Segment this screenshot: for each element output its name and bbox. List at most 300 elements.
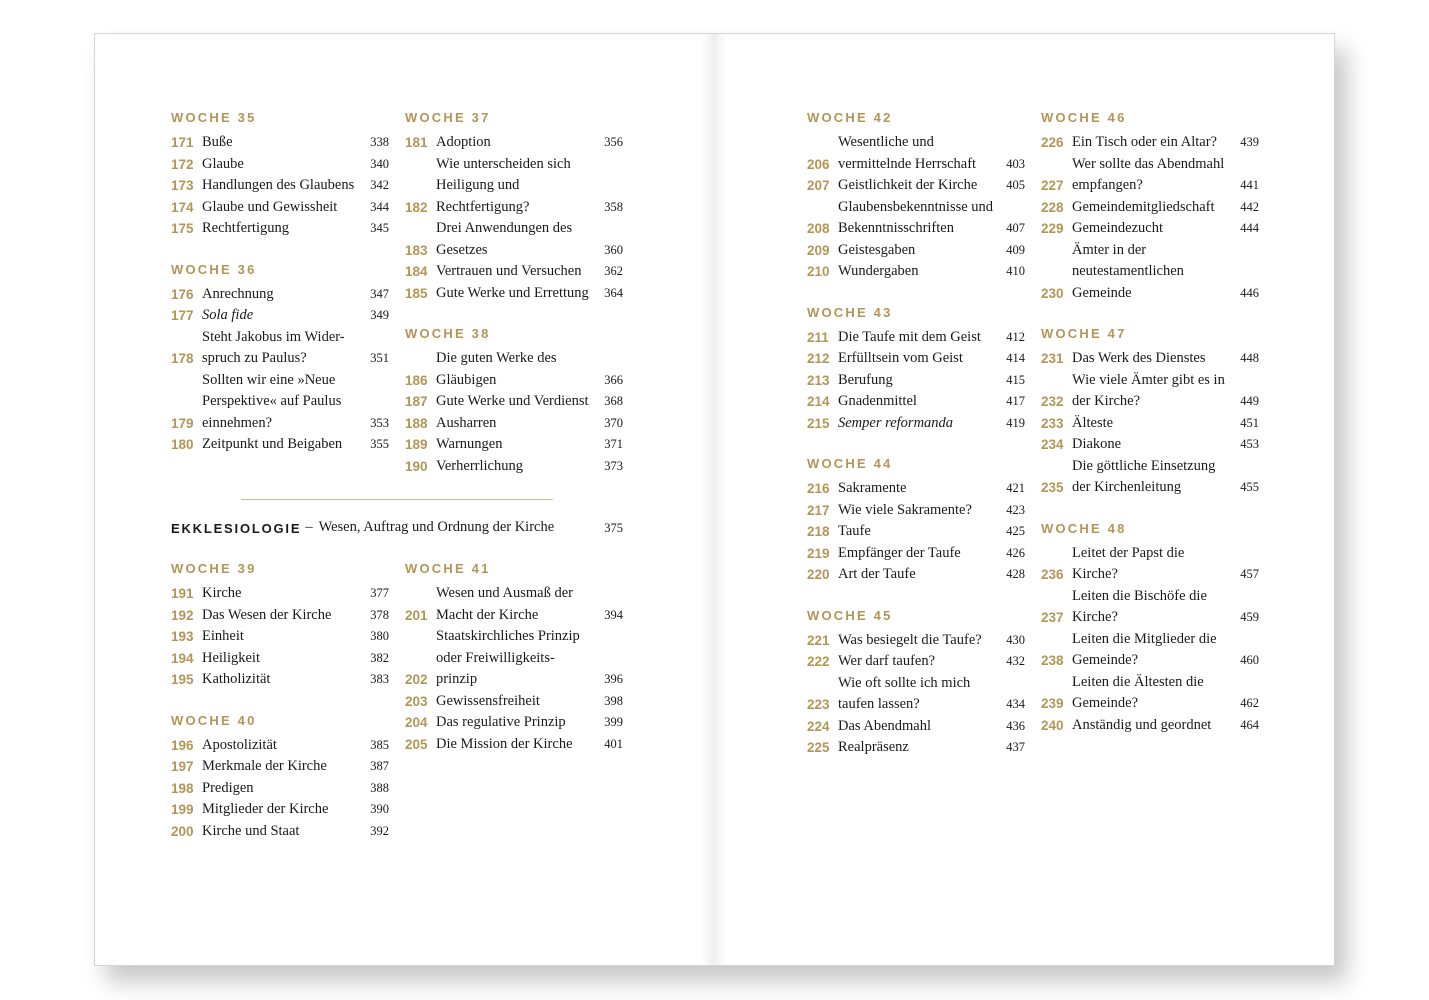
entry-page-number: 353 xyxy=(370,415,389,430)
entry-number: 205 xyxy=(405,736,428,752)
entry-page-number: 349 xyxy=(370,308,389,322)
entry-title: Staatskirchliches Prinzip oder Freiwilligkeits- prinzip xyxy=(436,628,580,687)
entry-page-number: 432 xyxy=(1006,654,1025,668)
entry-number: 200 xyxy=(171,823,194,839)
entry-title: Das Wesen der Kirche xyxy=(202,606,332,623)
toc-entry xyxy=(807,261,1025,283)
toc-entry xyxy=(405,734,623,756)
entry-title: Leiten die Bischöfe die Kirche? xyxy=(1072,587,1207,625)
entry-title: Wesentliche und vermittelnde Herrschaft xyxy=(838,134,977,172)
entry-page-number: 387 xyxy=(370,759,389,773)
entry-number: 213 xyxy=(807,372,830,388)
entry-number: 220 xyxy=(807,567,830,582)
entry-page-number: 399 xyxy=(604,715,623,729)
toc-entry xyxy=(405,583,623,626)
entry-page-number: 455 xyxy=(1240,480,1259,494)
entry-page-number: 451 xyxy=(1240,415,1259,430)
entry-title: Katholizität xyxy=(202,671,271,687)
entry-title: Gute Werke und Verdienst xyxy=(436,393,589,409)
toc-entry xyxy=(807,132,1025,175)
entry-page-number: 444 xyxy=(1240,221,1259,235)
toc-entry xyxy=(807,716,1025,738)
entry-title: Anrechnung xyxy=(202,285,274,302)
entry-number: 219 xyxy=(807,545,830,561)
toc-entry xyxy=(807,413,1025,435)
entry-title: Vertrauen und Versuchen xyxy=(436,263,582,279)
toc-entry xyxy=(807,737,1025,759)
toc-entry xyxy=(1041,197,1259,219)
left-top-column-1 xyxy=(171,108,389,456)
entry-title: Ein Tisch oder ein Altar? xyxy=(1072,134,1217,150)
entry-title: Heiligkeit xyxy=(202,649,260,666)
toc-entry xyxy=(807,240,1025,262)
entry-page-number: 396 xyxy=(604,672,623,686)
entry-page-number: 437 xyxy=(1006,740,1025,754)
entry-page-number: 370 xyxy=(604,415,623,430)
week-header: WOCHE 42 xyxy=(807,110,893,125)
week-spacer xyxy=(1041,304,1259,324)
entry-title: Warnungen xyxy=(436,436,503,452)
entry-page-number: 398 xyxy=(604,693,623,708)
entry-title: Adoption xyxy=(436,134,491,150)
entry-page-number: 448 xyxy=(1240,351,1259,365)
entry-page-number: 377 xyxy=(370,586,389,600)
toc-entry xyxy=(807,630,1025,652)
section-heading xyxy=(171,519,623,536)
toc-entry xyxy=(1041,543,1259,586)
entry-page-number: 344 xyxy=(370,199,389,214)
toc-entry xyxy=(171,284,389,306)
entry-page-number: 409 xyxy=(1006,242,1025,257)
entry-page-number: 436 xyxy=(1006,718,1025,733)
toc-entry xyxy=(171,175,389,197)
entry-title: Wie viele Sakramente? xyxy=(838,501,972,518)
entry-number: 186 xyxy=(405,372,428,388)
week-header: WOCHE 36 xyxy=(171,261,257,277)
entry-number: 225 xyxy=(807,740,830,755)
entry-number: 174 xyxy=(171,199,194,215)
entry-title: Das Abendmahl xyxy=(838,717,932,734)
toc-entry xyxy=(405,712,623,734)
entry-page-number: 423 xyxy=(1006,502,1025,517)
toc-entry xyxy=(1041,715,1259,737)
week-header: WOCHE 43 xyxy=(807,304,893,320)
toc-entry xyxy=(807,500,1025,522)
entry-page-number: 366 xyxy=(604,372,623,387)
entry-number: 189 xyxy=(405,437,428,452)
entry-number: 208 xyxy=(807,221,830,236)
entry-title: Realpräsenz xyxy=(838,739,909,755)
entry-number: 183 xyxy=(405,242,428,258)
toc-entry xyxy=(1041,456,1259,499)
entry-number: 196 xyxy=(171,737,194,753)
entry-number: 180 xyxy=(171,437,194,452)
entry-title: Gemeindemitgliedschaft xyxy=(1072,198,1215,215)
entry-number: 191 xyxy=(171,586,194,601)
entry-title: Art der Taufe xyxy=(838,566,916,582)
week-spacer xyxy=(807,283,1025,303)
entry-title: Wesen und Ausmaß der Macht der Kirche xyxy=(436,585,573,623)
entry-number: 228 xyxy=(1041,199,1064,215)
entry-page-number: 442 xyxy=(1240,199,1259,214)
entry-number: 195 xyxy=(171,672,194,687)
toc-entry xyxy=(405,626,623,691)
toc-entry xyxy=(405,218,623,261)
entry-title: Leitet der Papst die Kirche? xyxy=(1072,544,1185,582)
week-header: WOCHE 38 xyxy=(405,326,491,341)
entry-number: 238 xyxy=(1041,653,1064,668)
entry-page-number: 340 xyxy=(370,156,389,171)
right-page xyxy=(715,33,1335,966)
week-header: WOCHE 35 xyxy=(171,110,257,125)
entry-title: Geistesgaben xyxy=(838,241,916,258)
entry-page-number: 380 xyxy=(370,629,389,643)
entry-page-number: 457 xyxy=(1240,567,1259,581)
toc-entry xyxy=(171,605,389,627)
entry-number: 193 xyxy=(171,629,194,644)
entry-page-number: 446 xyxy=(1240,285,1259,300)
toc-entry xyxy=(405,283,623,305)
entry-page-number: 382 xyxy=(370,650,389,665)
entry-page-number: 453 xyxy=(1240,437,1259,451)
entry-title: Sola fide xyxy=(202,307,254,323)
toc-entry xyxy=(171,799,389,821)
entry-title: Wie viele Ämter gibt es in der Kirche? xyxy=(1072,371,1225,409)
entry-title: Taufe xyxy=(838,523,871,539)
entry-page-number: 441 xyxy=(1240,178,1259,192)
entry-page-number: 414 xyxy=(1006,351,1025,365)
entry-page-number: 364 xyxy=(604,285,623,300)
entry-title: Steht Jakobus im Wider- spruch zu Paulus? xyxy=(202,328,345,366)
entry-page-number: 392 xyxy=(370,823,389,838)
toc-entry xyxy=(171,821,389,843)
entry-title: Buße xyxy=(202,134,233,150)
entry-page-number: 462 xyxy=(1240,696,1259,710)
week-header: WOCHE 46 xyxy=(1041,110,1127,125)
toc-entry xyxy=(171,305,389,327)
entry-title: Geistlichkeit der Kirche xyxy=(838,177,978,193)
entry-number: 229 xyxy=(1041,221,1064,236)
toc-entry xyxy=(405,691,623,713)
entry-title: Wie unterscheiden sich Heiligung und Rechtfertigung? xyxy=(436,155,571,215)
toc-entry xyxy=(171,648,389,670)
entry-number: 178 xyxy=(171,351,194,366)
section-label: EKKLESIOLOGIE xyxy=(171,521,302,536)
entry-page-number: 434 xyxy=(1006,697,1025,711)
entry-number: 210 xyxy=(807,264,830,279)
entry-number: 231 xyxy=(1041,351,1064,366)
entry-number: 217 xyxy=(807,502,830,518)
entry-page-number: 373 xyxy=(604,458,623,473)
entry-number: 218 xyxy=(807,524,830,539)
week-spacer xyxy=(1041,499,1259,519)
entry-title: Einheit xyxy=(202,628,244,644)
entry-number: 179 xyxy=(171,415,194,431)
entry-title: Glaube xyxy=(202,155,244,172)
entry-page-number: 421 xyxy=(1006,481,1025,495)
toc-entry xyxy=(807,543,1025,565)
entry-number: 190 xyxy=(405,458,428,474)
toc-entry xyxy=(405,132,623,154)
entry-title: Wer sollte das Abendmahl empfangen? xyxy=(1072,155,1225,193)
toc-entry xyxy=(405,261,623,283)
entry-page-number: 403 xyxy=(1006,156,1025,171)
toc-entry xyxy=(171,669,389,691)
entry-title: Semper reformanda xyxy=(838,414,954,431)
toc-entry xyxy=(1041,586,1259,629)
toc-entry xyxy=(1041,132,1259,154)
toc-entry xyxy=(1041,218,1259,240)
entry-number: 171 xyxy=(171,135,194,150)
section-subtitle: Wesen, Auftrag und Ordnung der Kirche xyxy=(318,519,555,535)
entry-title: Gnadenmittel xyxy=(838,393,917,409)
toc-entry xyxy=(171,370,389,435)
entry-title: Kirche xyxy=(202,585,242,601)
entry-title: Die guten Werke des Gläubigen xyxy=(436,350,557,388)
entry-number: 221 xyxy=(807,632,830,648)
toc-entry xyxy=(405,413,623,435)
entry-page-number: 425 xyxy=(1006,524,1025,538)
entry-title: Mitglieder der Kirche xyxy=(202,801,329,817)
toc-entry xyxy=(405,391,623,413)
entry-page-number: 401 xyxy=(604,736,623,751)
entry-page-number: 356 xyxy=(604,135,623,149)
toc-entry xyxy=(807,327,1025,349)
entry-number: 232 xyxy=(1041,394,1064,409)
entry-page-number: 368 xyxy=(604,394,623,408)
entry-title: Drei Anwendungen des Gesetzes xyxy=(436,220,573,258)
entry-number: 226 xyxy=(1041,135,1064,150)
toc-entry xyxy=(1041,240,1259,305)
entry-title: Das Werk des Dienstes xyxy=(1072,350,1206,366)
entry-page-number: 338 xyxy=(370,135,389,149)
toc-entry xyxy=(171,583,389,605)
toc-entry xyxy=(807,175,1025,197)
right-column-2 xyxy=(1041,108,1259,736)
week-header: WOCHE 45 xyxy=(807,607,893,623)
entry-number: 234 xyxy=(1041,437,1064,452)
entry-title: Sakramente xyxy=(838,480,907,496)
entry-number: 212 xyxy=(807,351,830,366)
entry-number: 192 xyxy=(171,607,194,623)
entry-page-number: 449 xyxy=(1240,394,1259,408)
entry-number: 215 xyxy=(807,415,830,431)
entry-number: 204 xyxy=(405,715,428,730)
toc-entry xyxy=(171,778,389,800)
week-spacer xyxy=(405,304,623,324)
section-divider xyxy=(241,499,553,500)
left-page xyxy=(94,33,715,966)
toc-entry xyxy=(405,154,623,219)
entry-number: 230 xyxy=(1041,285,1064,301)
entry-title: Das regulative Prinzip xyxy=(436,714,566,730)
toc-entry xyxy=(1041,370,1259,413)
entry-number: 173 xyxy=(171,178,194,193)
toc-entry xyxy=(807,391,1025,413)
entry-number: 235 xyxy=(1041,480,1064,495)
week-header: WOCHE 48 xyxy=(1041,520,1127,536)
entry-page-number: 459 xyxy=(1240,610,1259,624)
entry-number: 172 xyxy=(171,156,194,172)
entry-page-number: 383 xyxy=(370,672,389,686)
toc-entry xyxy=(171,735,389,757)
toc-entry xyxy=(1041,629,1259,672)
week-header: WOCHE 40 xyxy=(171,712,257,728)
entry-page-number: 345 xyxy=(370,221,389,235)
right-column-1 xyxy=(807,108,1025,759)
entry-number: 239 xyxy=(1041,696,1064,711)
entry-number: 206 xyxy=(807,156,830,172)
entry-title: Anständig und geordnet xyxy=(1072,716,1212,733)
entry-number: 184 xyxy=(405,264,428,279)
entry-page-number: 460 xyxy=(1240,653,1259,667)
entry-title: Rechtfertigung xyxy=(202,220,289,236)
toc-entry xyxy=(807,521,1025,543)
entry-title: Gewissensfreiheit xyxy=(436,692,540,709)
toc-entry xyxy=(1041,154,1259,197)
entry-title: Sollten wir eine »Neue Perspektive« auf Paulus einnehmen? xyxy=(202,371,342,431)
entry-title: Leiten die Mitglieder die Gemeinde? xyxy=(1072,630,1217,668)
entry-page-number: 410 xyxy=(1006,264,1025,278)
entry-number: 216 xyxy=(807,481,830,496)
week-spacer xyxy=(171,691,389,711)
entry-number: 237 xyxy=(1041,610,1064,625)
entry-number: 224 xyxy=(807,718,830,734)
entry-page-number: 417 xyxy=(1006,394,1025,408)
entry-title: Wundergaben xyxy=(838,263,919,279)
entry-number: 198 xyxy=(171,780,194,796)
entry-page-number: 439 xyxy=(1240,135,1259,149)
entry-number: 214 xyxy=(807,394,830,409)
toc-entry xyxy=(171,756,389,778)
entry-page-number: 415 xyxy=(1006,372,1025,387)
entry-title: Empfänger der Taufe xyxy=(838,544,961,561)
toc-entry xyxy=(171,626,389,648)
toc-entry xyxy=(807,348,1025,370)
toc-entry xyxy=(807,673,1025,716)
entry-title: Die göttliche Einsetzung der Kirchenleitung xyxy=(1072,457,1216,495)
entry-page-number: 464 xyxy=(1240,717,1259,732)
entry-number: 227 xyxy=(1041,178,1064,193)
entry-title: Ämter in der neutestamentlichen Gemeinde xyxy=(1072,241,1184,301)
entry-title: Apostolizität xyxy=(202,736,277,753)
entry-title: Leiten die Ältesten die Gemeinde? xyxy=(1072,673,1204,711)
entry-title: Diakone xyxy=(1072,436,1122,452)
section-page-number: 375 xyxy=(604,521,623,535)
entry-title: Kirche und Staat xyxy=(202,822,300,839)
entry-number: 176 xyxy=(171,286,194,302)
entry-page-number: 347 xyxy=(370,286,389,301)
toc-entry xyxy=(807,478,1025,500)
entry-number: 240 xyxy=(1041,717,1064,733)
toc-entry xyxy=(171,132,389,154)
toc-entry xyxy=(171,327,389,370)
toc-entry xyxy=(405,348,623,391)
entry-page-number: 358 xyxy=(604,199,623,214)
toc-entry xyxy=(807,564,1025,586)
entry-page-number: 388 xyxy=(370,780,389,795)
entry-number: 202 xyxy=(405,672,428,687)
toc-entry xyxy=(171,154,389,176)
entry-title: Zeitpunkt und Beigaben xyxy=(202,436,343,452)
toc-entry xyxy=(405,434,623,456)
entry-title: Glaubensbekenntnisse und Bekenntnisschriften xyxy=(838,198,994,236)
entry-number: 197 xyxy=(171,759,194,774)
entry-number: 181 xyxy=(405,135,428,150)
entry-number: 182 xyxy=(405,199,428,215)
entry-page-number: 360 xyxy=(604,242,623,257)
entry-page-number: 394 xyxy=(604,607,623,622)
entry-number: 201 xyxy=(405,607,428,623)
left-bottom-column-1 xyxy=(171,559,389,842)
week-header: WOCHE 39 xyxy=(171,561,257,576)
entry-page-number: 390 xyxy=(370,802,389,816)
entry-title: Gemeindezucht xyxy=(1072,220,1163,236)
week-header: WOCHE 47 xyxy=(1041,326,1127,341)
entry-number: 222 xyxy=(807,654,830,669)
entry-title: Gute Werke und Errettung xyxy=(436,284,589,301)
entry-title: Wer darf taufen? xyxy=(838,653,936,669)
entry-page-number: 385 xyxy=(370,737,389,752)
entry-page-number: 430 xyxy=(1006,632,1025,647)
entry-title: Predigen xyxy=(202,779,254,796)
entry-page-number: 412 xyxy=(1006,329,1025,344)
entry-number: 185 xyxy=(405,285,428,301)
entry-number: 188 xyxy=(405,415,428,431)
entry-page-number: 362 xyxy=(604,264,623,278)
toc-entry xyxy=(171,218,389,240)
left-top-column-2 xyxy=(405,108,623,477)
entry-title: Berufung xyxy=(838,371,893,388)
entry-number: 223 xyxy=(807,697,830,712)
entry-number: 177 xyxy=(171,308,194,323)
entry-number: 236 xyxy=(1041,567,1064,582)
entry-title: Verherrlichung xyxy=(436,457,523,474)
entry-title: Wie oft sollte ich mich taufen lassen? xyxy=(838,674,971,712)
week-header: WOCHE 44 xyxy=(807,456,893,471)
entry-title: Erfülltsein vom Geist xyxy=(838,350,963,366)
toc-entry xyxy=(1041,413,1259,435)
toc-entry xyxy=(1041,434,1259,456)
week-spacer xyxy=(807,586,1025,606)
entry-number: 203 xyxy=(405,693,428,709)
section-dash: – xyxy=(305,519,313,535)
toc-entry xyxy=(807,197,1025,240)
entry-title: Merkmale der Kirche xyxy=(202,758,327,774)
entry-title: Die Taufe mit dem Geist xyxy=(838,328,981,345)
entry-title: Die Mission der Kirche xyxy=(436,735,573,752)
toc-entry xyxy=(1041,348,1259,370)
week-spacer xyxy=(807,434,1025,454)
week-spacer xyxy=(171,240,389,260)
entry-page-number: 351 xyxy=(370,351,389,365)
week-header: WOCHE 41 xyxy=(405,561,491,576)
entry-page-number: 419 xyxy=(1006,415,1025,430)
entry-number: 207 xyxy=(807,178,830,193)
entry-number: 199 xyxy=(171,802,194,817)
entry-page-number: 342 xyxy=(370,178,389,192)
entry-number: 209 xyxy=(807,242,830,258)
entry-number: 211 xyxy=(807,329,829,345)
entry-number: 175 xyxy=(171,221,194,236)
toc-entry xyxy=(405,456,623,478)
toc-entry xyxy=(1041,672,1259,715)
week-header: WOCHE 37 xyxy=(405,110,491,125)
entry-number: 187 xyxy=(405,394,428,409)
entry-title: Ausharren xyxy=(436,414,497,431)
entry-page-number: 428 xyxy=(1006,567,1025,581)
entry-number: 194 xyxy=(171,650,194,666)
